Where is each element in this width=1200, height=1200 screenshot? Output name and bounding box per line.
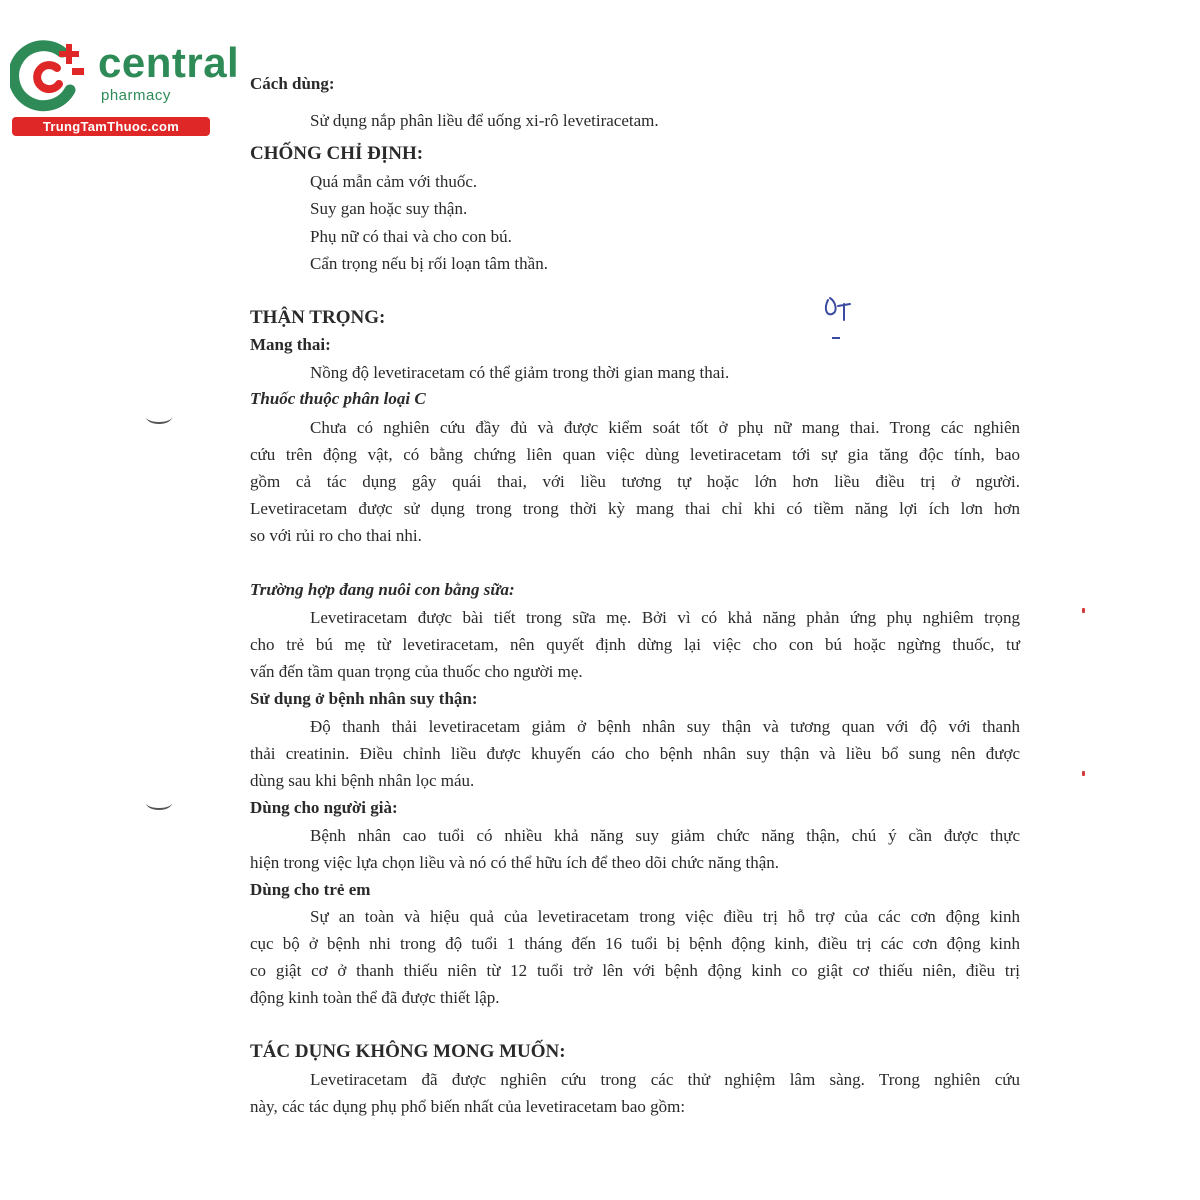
heading-precautions: THẬN TRỌNG:: [250, 307, 386, 328]
text-line: Sự an toàn và hiệu quả của levetiracetam trong việc điều trị hỗ trợ của các cơn động kinh: [310, 907, 1020, 926]
red-mark: [1082, 771, 1085, 776]
text-line: Nồng độ levetiracetam có thể giảm trong thời gian mang thai.: [310, 363, 730, 382]
text-line: Bệnh nhân cao tuổi có nhiều khả năng suy giảm chức năng thận, chú ý cần được thực: [310, 826, 1020, 845]
text-line: Sử dụng nắp phân liều để uống xi-rô levetiracetam.: [310, 111, 659, 130]
text-line: thải creatinin. Điều chỉnh liều được khuyến cáo cho bệnh nhân suy thận và liều bổ sung nên được: [250, 744, 1020, 763]
brand-name: central: [98, 39, 240, 86]
text-line: cho trẻ bú mẹ từ levetiracetam, nên quyết định dừng lại việc cho con bú hoặc ngừng thuốc, tư: [250, 635, 1020, 654]
heading-contraindications: CHỐNG CHỈ ĐỊNH:: [250, 143, 424, 164]
text-line: động kinh toàn thể đã được thiết lập.: [250, 988, 500, 1007]
text-line: Suy gan hoặc suy thận.: [310, 199, 468, 218]
text-line: Độ thanh thải levetiracetam giảm ở bệnh nhân suy thận và tương quan với độ với thanh: [310, 717, 1020, 736]
red-mark: [1082, 608, 1085, 613]
text-line: Levetiracetam được sử dụng trong trong thời kỳ mang thai chỉ khi có tiềm năng lợi ích lơn hơn: [250, 499, 1020, 518]
text-line: so với rủi ro cho thai nhi.: [250, 526, 422, 545]
heading-side-effects: TÁC DỤNG KHÔNG MONG MUỐN:: [250, 1041, 566, 1062]
text-line: này, các tác dụng phụ phổ biến nhất của levetiracetam bao gồm:: [250, 1097, 686, 1116]
subheading-children: Dùng cho trẻ em: [250, 880, 371, 899]
text-line: cục bộ ở bệnh nhi trong độ tuổi 1 tháng đến 16 tuổi bị bệnh động kinh, điều trị các cơn động kinh: [250, 934, 1020, 953]
central-logo-icon: [10, 38, 92, 114]
handwritten-mark-icon: [820, 290, 870, 350]
text-line: Phụ nữ có thai và cho con bú.: [310, 227, 512, 246]
text-line: gồm cả tác dụng gây quái thai, với liều tương tự hoặc lớn hơn liều điều trị ở người.: [250, 472, 1020, 491]
subheading-elderly: Dùng cho người già:: [250, 798, 398, 817]
subheading-renal: Sử dụng ở bệnh nhân suy thận:: [250, 689, 478, 708]
punch-hole-mark: [146, 796, 172, 810]
subheading-pregnancy: Mang thai:: [250, 335, 331, 354]
text-line: vấn đến tầm quan trọng của thuốc cho người mẹ.: [250, 662, 583, 681]
brand-sub: pharmacy: [101, 87, 171, 104]
punch-hole-mark: [146, 410, 172, 424]
text-line: co giật cơ ở thanh thiếu niên từ 12 tuổi trở lên với bệnh động kinh co giật cơ thiếu niên, điều trị: [250, 961, 1020, 980]
brand-logo: [10, 38, 240, 138]
subheading-category-c: Thuốc thuộc phân loại C: [250, 389, 426, 408]
text-line: cứu trên động vật, có bằng chứng liên quan việc dùng levetiracetam tới sự gia tăng độc tính, bao: [250, 445, 1020, 464]
text-line: Quá mẫn cảm với thuốc.: [310, 172, 478, 191]
text-line: hiện trong việc lựa chọn liều và nó có thể hữu ích để theo dõi chức năng thận.: [250, 853, 779, 872]
text-line: Levetiracetam đã được nghiên cứu trong các thử nghiệm lâm sàng. Trong nghiên cứu: [310, 1070, 1020, 1089]
text-line: Levetiracetam được bài tiết trong sữa mẹ. Bởi vì có khả năng phản ứng phụ nghiêm trọng: [310, 608, 1020, 627]
text-line: Chưa có nghiên cứu đầy đủ và được kiểm soát tốt ở phụ nữ mang thai. Trong các nghiên: [310, 418, 1020, 437]
subheading-breastfeeding: Trường hợp đang nuôi con bằng sữa:: [250, 580, 515, 599]
text-line: dùng sau khi bệnh nhân lọc máu.: [250, 771, 475, 790]
text-line: Cẩn trọng nếu bị rối loạn tâm thần.: [310, 254, 548, 273]
brand-site: TrungTamThuoc.com: [12, 117, 210, 136]
heading-usage: Cách dùng:: [250, 74, 335, 93]
